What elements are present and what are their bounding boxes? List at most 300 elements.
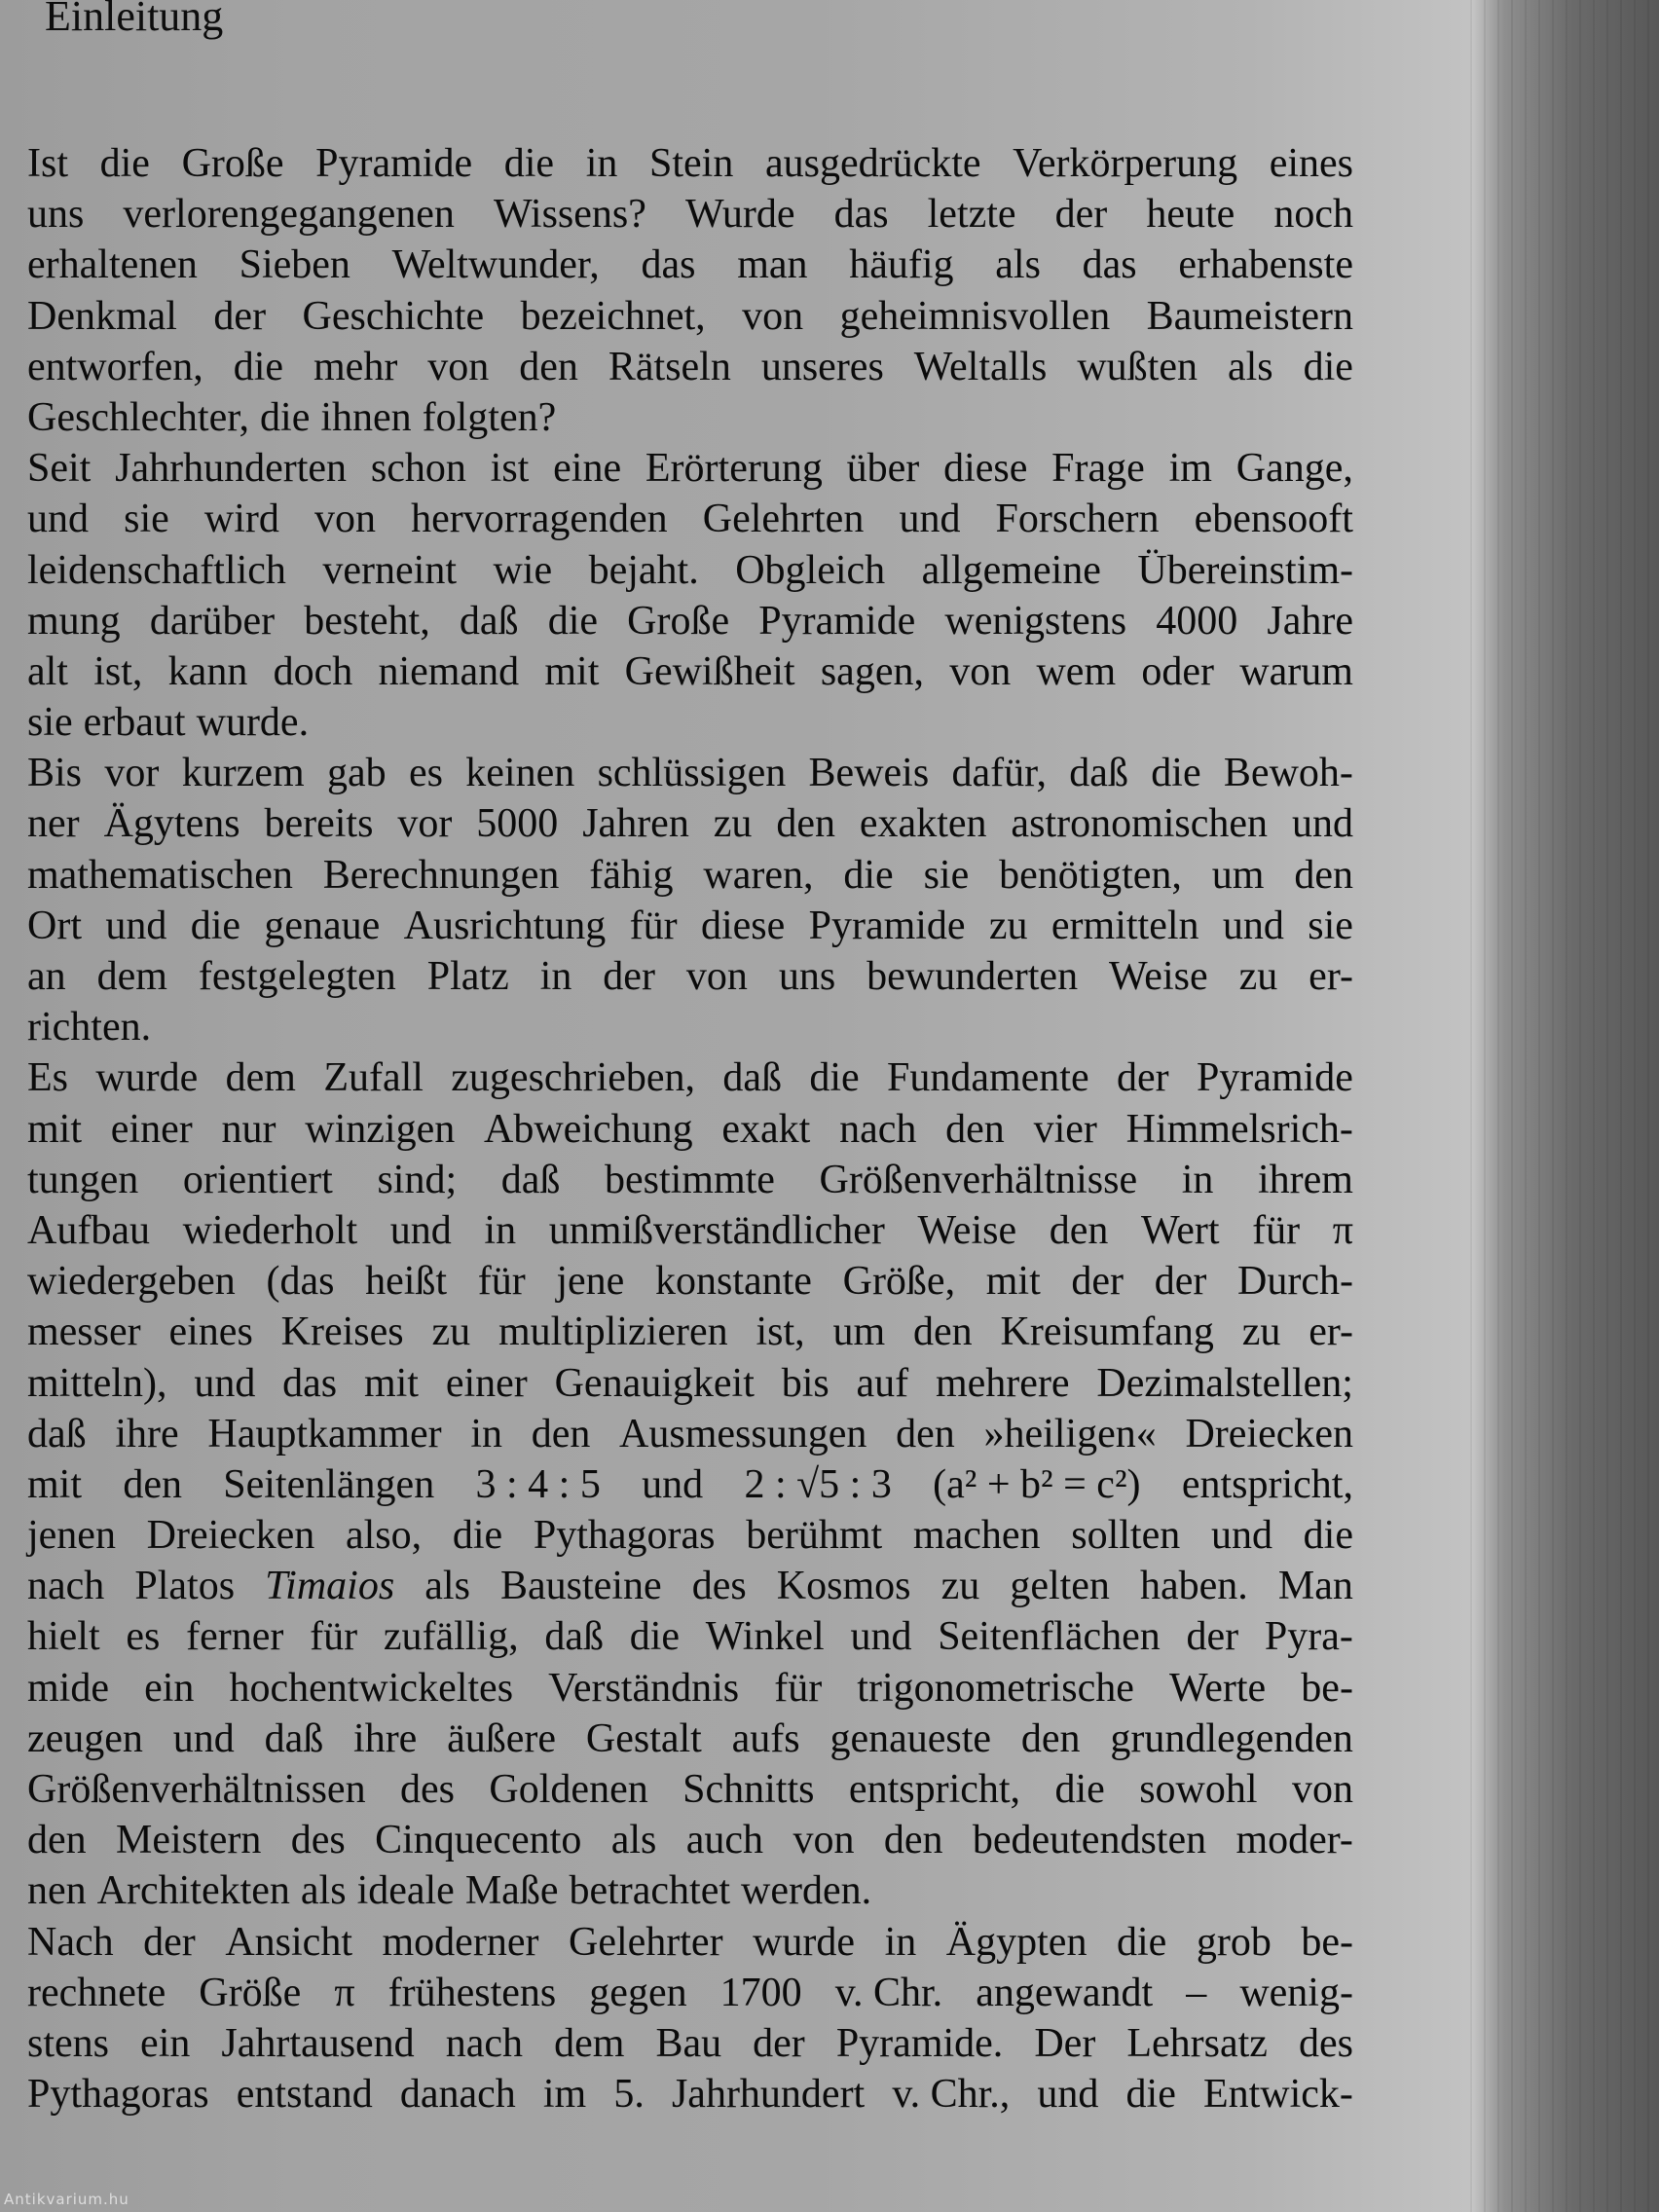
- word: entworfen,: [27, 344, 203, 389]
- text-line: [27, 494, 1353, 544]
- word: Übereinstim-: [1137, 547, 1353, 593]
- word: von: [1291, 1767, 1353, 1812]
- word: die: [233, 344, 284, 389]
- word: an: [27, 954, 66, 999]
- word: Gewißheit: [624, 648, 795, 694]
- word: in: [539, 954, 572, 999]
- word: des: [1299, 2020, 1353, 2066]
- word: Bewoh-: [1223, 751, 1353, 796]
- word: für: [629, 903, 678, 948]
- text-line: [27, 1002, 1353, 1052]
- word: sie: [27, 700, 73, 746]
- word: Dreiecken: [1185, 1411, 1353, 1456]
- word: moderner: [382, 1919, 539, 1965]
- word: häufig: [849, 242, 954, 288]
- word: Wissens?: [493, 192, 646, 238]
- word: Fundamente: [887, 1055, 1089, 1101]
- word: der: [1054, 192, 1108, 238]
- word: eine: [553, 446, 622, 492]
- word: mit: [27, 1106, 83, 1152]
- word: zeugen: [27, 1715, 143, 1761]
- word: Pythagoras: [27, 2072, 209, 2118]
- word: Meistern: [116, 1818, 262, 1863]
- text-line: [27, 1561, 1353, 1611]
- text-line: [27, 392, 1353, 443]
- word: vor: [397, 801, 453, 847]
- word: Weltwunder,: [391, 242, 600, 288]
- word: rechnete: [27, 1970, 166, 2015]
- word: ebensooft: [1194, 497, 1353, 542]
- text-line: [27, 1358, 1353, 1409]
- word: Bis: [27, 751, 83, 796]
- word: Ausrichtung: [403, 903, 607, 948]
- word: grundlegenden: [1110, 1715, 1353, 1761]
- word: in: [484, 1207, 517, 1253]
- word: richten.: [27, 1005, 152, 1051]
- word: be-: [1301, 1665, 1353, 1711]
- body-text: [27, 138, 1353, 2120]
- page-stack-edge: [1470, 0, 1659, 2212]
- word: sollten: [1071, 1513, 1181, 1559]
- word: als: [300, 1868, 347, 1914]
- word: in: [585, 141, 618, 186]
- word: zu: [988, 903, 1028, 948]
- word: unmißverständlicher: [548, 1207, 885, 1253]
- word: Durch-: [1237, 1259, 1353, 1305]
- word: Schnitts: [682, 1767, 815, 1812]
- word: mitteln),: [27, 1360, 167, 1406]
- word: in: [1181, 1157, 1214, 1202]
- word: zu: [1241, 1309, 1281, 1355]
- word: erbaut: [83, 700, 186, 746]
- word: Kosmos: [776, 1564, 911, 1609]
- word: entstand: [236, 2072, 373, 2118]
- word: Gelehrten: [702, 497, 865, 542]
- text-line: [27, 138, 1353, 189]
- word: benötigten,: [999, 852, 1182, 898]
- word: ihre: [115, 1411, 179, 1456]
- word: die: [1116, 1919, 1167, 1965]
- word: entspricht,: [848, 1767, 1021, 1812]
- text-line: [27, 1968, 1353, 2018]
- word: den: [1020, 1715, 1081, 1761]
- word: und: [27, 497, 89, 542]
- word: des: [290, 1818, 346, 1863]
- word: winzigen: [305, 1106, 456, 1152]
- word: geheimnisvollen: [839, 293, 1111, 339]
- word: sie: [1308, 903, 1353, 948]
- word: 4000: [1156, 598, 1238, 644]
- word: bis: [781, 1360, 830, 1406]
- word: (a² + b² = c²): [933, 1461, 1141, 1507]
- word: der: [143, 1919, 196, 1965]
- word: zufällig,: [383, 1614, 519, 1660]
- word: Wurde: [684, 192, 795, 238]
- text-line: [27, 1104, 1353, 1155]
- word: auch: [685, 1818, 764, 1863]
- text-line: [27, 1917, 1353, 1968]
- text-line: [27, 1865, 1353, 1916]
- word: betrachtet: [569, 1868, 731, 1914]
- text-line: [27, 748, 1353, 798]
- text-line: [27, 1611, 1353, 1662]
- word: sagen,: [820, 648, 924, 694]
- word: wem: [1036, 648, 1117, 694]
- word: Obgleich: [735, 547, 886, 593]
- word: der: [1186, 1614, 1239, 1660]
- word: der: [753, 2020, 805, 2066]
- word: erhaltenen: [27, 242, 198, 288]
- word: eines: [168, 1309, 253, 1355]
- word: Rätseln: [608, 344, 731, 389]
- word: die: [809, 1055, 860, 1101]
- word: ausgedrückte: [764, 141, 981, 186]
- word: mide: [27, 1665, 109, 1711]
- word: Frage: [1051, 446, 1145, 492]
- text-line: [27, 1307, 1353, 1357]
- text-line: [27, 342, 1353, 392]
- word: genaue: [264, 903, 381, 948]
- word: verlorengegangenen: [123, 192, 455, 238]
- word: niemand: [378, 648, 520, 694]
- word: von: [427, 344, 490, 389]
- word: Jahre: [1267, 598, 1353, 644]
- word: im: [1168, 446, 1212, 492]
- word: Architekten: [96, 1868, 290, 1914]
- word: das: [1082, 242, 1137, 288]
- word: der: [1071, 1259, 1124, 1305]
- word: den: [1049, 1207, 1109, 1253]
- word: Abweichung: [483, 1106, 693, 1152]
- word: wurde: [95, 1055, 199, 1101]
- word: und: [642, 1461, 704, 1507]
- text-line: [27, 1409, 1353, 1459]
- word: die: [1054, 1767, 1105, 1812]
- word: exakt: [721, 1106, 811, 1152]
- word: dem: [554, 2020, 625, 2066]
- word: für: [310, 1614, 358, 1660]
- word: die: [843, 852, 894, 898]
- word: es: [408, 751, 443, 796]
- word: im: [542, 2072, 587, 2118]
- word: Nach: [27, 1919, 114, 1965]
- word: Genauigkeit: [554, 1360, 755, 1406]
- text-line: [27, 798, 1353, 849]
- word: Ort: [27, 903, 82, 948]
- word: Gestalt: [585, 1715, 702, 1761]
- word: daß: [27, 1411, 87, 1456]
- word: Jahren: [582, 801, 689, 847]
- word: wie: [493, 547, 553, 593]
- word: einer: [110, 1106, 193, 1152]
- text-line: [27, 1256, 1353, 1307]
- text-line: [27, 545, 1353, 596]
- word: erhabenste: [1178, 242, 1353, 288]
- text-line: [27, 2069, 1353, 2120]
- word: und: [899, 497, 961, 542]
- word: nur: [221, 1106, 276, 1152]
- word: das: [282, 1360, 338, 1406]
- word: Verständnis: [548, 1665, 740, 1711]
- word: den: [1294, 852, 1353, 898]
- word: 3 : 4 : 5: [475, 1461, 601, 1507]
- word: die: [547, 598, 598, 644]
- word: daß: [459, 598, 519, 644]
- word: den: [896, 1411, 955, 1456]
- word: den: [519, 344, 578, 389]
- word: Pyramide: [315, 141, 473, 186]
- word: Forschern: [995, 497, 1160, 542]
- word: und: [389, 1207, 452, 1253]
- word: Weise: [917, 1207, 1017, 1253]
- word: 1700: [719, 1970, 802, 2015]
- word: werden.: [741, 1868, 872, 1914]
- word: als: [1227, 344, 1273, 389]
- word: um: [832, 1309, 886, 1355]
- word: des: [400, 1767, 455, 1812]
- word: entspricht,: [1181, 1461, 1353, 1507]
- word: die: [1303, 344, 1353, 389]
- word: nen: [27, 1868, 87, 1914]
- word: v. Chr.,: [892, 2072, 1011, 2118]
- word: wenig-: [1239, 1970, 1353, 2015]
- watermark: Antikvarium.hu: [4, 2191, 129, 2208]
- word: astronomischen: [1011, 801, 1269, 847]
- word: ideale: [356, 1868, 455, 1914]
- word: als: [424, 1564, 470, 1609]
- word: haben.: [1140, 1564, 1248, 1609]
- word: bezeichnet,: [520, 293, 706, 339]
- word: bereits: [264, 801, 374, 847]
- word: die: [99, 141, 150, 186]
- word: hochentwickeltes: [229, 1665, 514, 1711]
- word: zu: [940, 1564, 980, 1609]
- word: Gange,: [1235, 446, 1353, 492]
- word: (das: [266, 1259, 335, 1305]
- word: den: [913, 1309, 973, 1355]
- word: –: [1186, 1970, 1207, 2015]
- word: über: [846, 446, 920, 492]
- word: bejaht.: [588, 547, 699, 593]
- word: bewunderten: [866, 954, 1079, 999]
- word: Kreisumfang: [1000, 1309, 1214, 1355]
- word: ermitteln: [1051, 903, 1199, 948]
- word: Himmelsrich-: [1125, 1106, 1353, 1152]
- section-heading: Einleitung: [45, 0, 224, 40]
- word: sie: [923, 852, 970, 898]
- word: mit: [363, 1360, 419, 1406]
- word: nach: [839, 1106, 917, 1152]
- word: daß: [500, 1157, 561, 1202]
- word: orientiert: [182, 1157, 333, 1202]
- word: für: [774, 1665, 823, 1711]
- word: der: [1116, 1055, 1169, 1101]
- word: keinen: [465, 751, 575, 796]
- text-line: [27, 240, 1353, 290]
- word: wiedergeben: [27, 1259, 236, 1305]
- word: Werte: [1168, 1665, 1267, 1711]
- word: die: [260, 394, 311, 440]
- word: vor: [104, 751, 160, 796]
- word: Größenverhältnisse: [819, 1157, 1138, 1202]
- word: ist: [490, 446, 530, 492]
- word: gelten: [1010, 1564, 1110, 1609]
- word: mehrere: [936, 1360, 1070, 1406]
- word: wenigstens: [944, 598, 1127, 644]
- word: nach: [27, 1564, 105, 1609]
- word: wird: [203, 497, 279, 542]
- word: Der: [1034, 2020, 1096, 2066]
- text-line: [27, 189, 1353, 240]
- word: uns: [778, 954, 836, 999]
- text-line: [27, 1815, 1353, 1865]
- word: Entwick-: [1202, 2072, 1353, 2118]
- text-line: [27, 850, 1353, 901]
- text-line: [27, 1459, 1353, 1510]
- word: von: [793, 1818, 855, 1863]
- word: Zufall: [323, 1055, 424, 1101]
- word: sind;: [377, 1157, 458, 1202]
- word: waren,: [703, 852, 814, 898]
- text-line: [27, 1155, 1353, 1205]
- word: ist,: [93, 648, 143, 694]
- word: trigonometrische: [857, 1665, 1134, 1711]
- word: die: [452, 1513, 503, 1559]
- word: grob: [1196, 1919, 1272, 1965]
- word: verneint: [322, 547, 457, 593]
- word: oder: [1141, 648, 1215, 694]
- word: schon: [370, 446, 466, 492]
- word: Seit: [27, 446, 92, 492]
- word: moder-: [1235, 1818, 1353, 1863]
- word: der: [1154, 1259, 1207, 1305]
- word: ihre: [353, 1715, 418, 1761]
- word: eines: [1269, 141, 1353, 186]
- word: letzte: [927, 192, 1016, 238]
- word: Aufbau: [27, 1207, 150, 1253]
- italic-word: Timaios: [265, 1564, 395, 1609]
- word: Ägytens: [103, 801, 240, 847]
- word: Denkmal: [27, 293, 177, 339]
- word: Weltalls: [913, 344, 1048, 389]
- word: aufs: [731, 1715, 800, 1761]
- word: Größe: [199, 1970, 302, 2015]
- word: Goldenen: [489, 1767, 648, 1812]
- word: frühestens: [387, 1970, 557, 2015]
- word: folgten?: [422, 394, 557, 440]
- word: in: [470, 1411, 502, 1456]
- word: 5000: [476, 801, 559, 847]
- word: Große: [627, 598, 730, 644]
- word: und: [850, 1614, 912, 1660]
- word: die: [1303, 1513, 1353, 1559]
- word: Maße: [464, 1868, 559, 1914]
- word: hervorragenden: [411, 497, 668, 542]
- word: dafür,: [951, 751, 1047, 796]
- word: mit: [27, 1461, 83, 1507]
- word: Kreises: [280, 1309, 404, 1355]
- word: den: [945, 1106, 1005, 1152]
- word: Man: [1277, 1564, 1353, 1609]
- word: Cinquecento: [375, 1818, 582, 1863]
- word: Pyramide.: [835, 2020, 1004, 2066]
- word: als: [610, 1818, 657, 1863]
- word: π: [1332, 1207, 1353, 1253]
- word: leidenschaftlich: [27, 547, 286, 593]
- text-line: [27, 1764, 1353, 1815]
- word: »heiligen«: [983, 1411, 1157, 1456]
- word: fähig: [589, 852, 674, 898]
- word: ist,: [756, 1309, 805, 1355]
- word: ein: [140, 2020, 191, 2066]
- word: Geschichte: [302, 293, 485, 339]
- word: Jahrhunderten: [115, 446, 348, 492]
- word: Pyra-: [1264, 1614, 1353, 1660]
- word: zu: [431, 1309, 471, 1355]
- word: mehr: [313, 344, 398, 389]
- word: tungen: [27, 1157, 139, 1202]
- text-line: [27, 951, 1353, 1002]
- word: die: [190, 903, 240, 948]
- word: Platz: [426, 954, 509, 999]
- text-line: [27, 901, 1353, 951]
- word: die: [1125, 2072, 1176, 2118]
- word: 5.: [613, 2072, 645, 2118]
- word: wurde.: [196, 700, 310, 746]
- word: Jahrtausend: [221, 2020, 415, 2066]
- word: Größe,: [842, 1259, 956, 1305]
- word: den: [123, 1461, 182, 1507]
- word: und: [1291, 801, 1353, 847]
- word: von: [949, 648, 1012, 694]
- word: als: [995, 242, 1041, 288]
- word: wiederholt: [182, 1207, 358, 1253]
- word: Stein: [648, 141, 734, 186]
- word: den: [883, 1818, 943, 1863]
- word: π: [334, 1970, 355, 2015]
- word: äußere: [447, 1715, 557, 1761]
- word: Sieben: [239, 242, 350, 288]
- word: ner: [27, 801, 80, 847]
- word: gegen: [589, 1970, 687, 2015]
- word: darüber: [149, 598, 276, 644]
- word: Ausmessungen: [619, 1411, 867, 1456]
- word: Große: [181, 141, 284, 186]
- word: des: [691, 1564, 747, 1609]
- word: allgemeine: [921, 547, 1101, 593]
- text-line: [27, 1714, 1353, 1764]
- word: die: [503, 141, 555, 186]
- word: sie: [124, 497, 169, 542]
- word: v. Chr.: [834, 1970, 943, 2015]
- word: auf: [856, 1360, 909, 1406]
- word: ein: [144, 1665, 195, 1711]
- word: unseres: [760, 344, 884, 389]
- word: für: [1252, 1207, 1301, 1253]
- word: und: [1037, 2072, 1099, 2118]
- word: das: [641, 242, 696, 288]
- word: 2 : √5 : 3: [744, 1461, 892, 1507]
- text-line: [27, 443, 1353, 494]
- word: heute: [1146, 192, 1235, 238]
- word: festgelegten: [198, 954, 396, 999]
- word: Pythagoras: [533, 1513, 716, 1559]
- word: messer: [27, 1309, 141, 1355]
- word: daß: [1069, 751, 1128, 796]
- word: einer: [445, 1360, 528, 1406]
- word: jene: [556, 1259, 625, 1305]
- word: diese: [943, 446, 1028, 492]
